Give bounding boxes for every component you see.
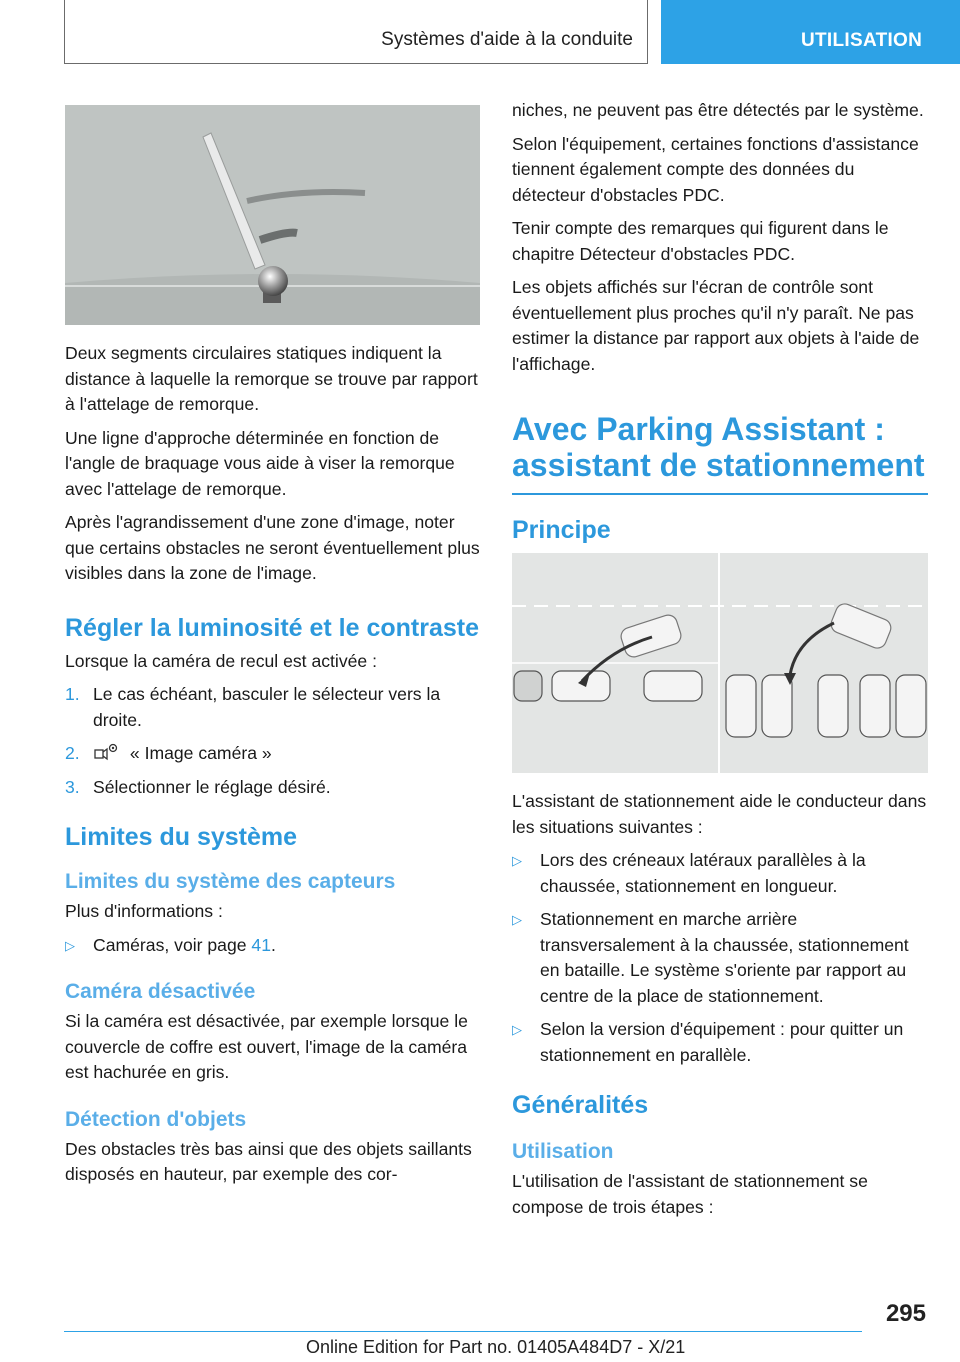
heading-parking-assistant: Avec Parking Assistant : assistant de stationnement — [512, 411, 925, 483]
paragraph: Si la caméra est désactivée, par exemple lorsque le couvercle de coffre est ouvert, l'image de la caméra est hachurée en gris. — [65, 1011, 468, 1082]
page-link-cameras[interactable]: 41 — [251, 934, 271, 955]
step-text: Sélectionner le réglage désiré. — [93, 776, 331, 797]
paragraph: Selon l'équipement, certaines fonctions d'assistance tiennent également compte des données du détecteur d'obstacles PDC. — [512, 133, 919, 205]
list-item — [512, 1017, 928, 1068]
heading-principle: Principe — [512, 516, 611, 544]
paragraph: Deux segments circulaires statiques indiquent la distance à laquelle la remorque se trouve par rapport à l'attelage de remorque. — [65, 343, 478, 414]
left-column — [65, 105, 480, 1196]
parking-situations-figure — [512, 553, 928, 773]
header-section-title: Systèmes d'aide à la conduite — [381, 29, 633, 50]
step-number: 2. — [65, 743, 80, 763]
trailer-coupling-camera-figure — [65, 105, 480, 325]
paragraph: Après l'agrandissement d'une zone d'image, noter que certains obstacles ne seront éventuellement plus visibles dans la zone de l'image. — [65, 512, 480, 583]
coupling-ball — [258, 266, 288, 296]
triangle-right-icon: ▷ — [512, 1022, 522, 1037]
paragraph: Lorsque la caméra de recul est activée : — [65, 650, 377, 671]
paragraph: Des obstacles très bas ainsi que des objets saillants disposés en hauteur, par exemple des cor- — [65, 1138, 472, 1184]
step-number: 1. — [65, 684, 80, 704]
running-header-section — [64, 0, 648, 64]
list-item — [65, 775, 480, 801]
list-item — [65, 933, 480, 959]
list-item — [512, 907, 928, 1009]
list-item — [65, 682, 480, 733]
bullet-text: Lors des créneaux latéraux parallèles à la chaussée, stationnement en longueur. — [540, 850, 866, 896]
paragraph: Tenir compte des remarques qui figurent dans le chapitre Détecteur d'obstacles PDC. — [512, 218, 889, 264]
heading-usage: Utilisation — [512, 1140, 614, 1163]
paragraph: Plus d'informations : — [65, 901, 223, 921]
step-text: « Image caméra » — [129, 743, 272, 763]
footer-divider — [64, 1331, 862, 1332]
bullet-text: Selon la version d'équipement : pour quitter un stationnement en parallèle. — [540, 1019, 904, 1065]
paragraph: niches, ne peuvent pas être détectés par le système. — [512, 100, 924, 120]
triangle-right-icon: ▷ — [512, 853, 522, 868]
paragraph: Les objets affichés sur l'écran de contrôle sont éventuellement plus proches qu'il n'y paraît. Ne pas estimer la distance par rapport aux objets à l'aide de l'affichage. — [512, 277, 920, 374]
step-number: 3. — [65, 776, 80, 797]
camera-settings-icon — [93, 742, 119, 762]
bullet-end: . — [271, 934, 276, 955]
step-text: Le cas échéant, basculer le sélecteur vers la droite. — [93, 684, 441, 730]
heading-general: Généralités — [512, 1091, 649, 1119]
paragraph: Une ligne d'approche déterminée en fonction de l'angle de braquage vous aide à viser la remorque avec l'attelage de remorque. — [65, 427, 455, 499]
right-column — [512, 98, 928, 1228]
list-item — [512, 848, 928, 899]
heading-camera-off: Caméra désactivée — [65, 980, 256, 1003]
triangle-right-icon: ▷ — [65, 937, 75, 953]
heading-brightness-contrast: Régler la luminosité et le contraste — [65, 613, 480, 642]
bullet-text: Stationnement en marche arrière transversalement à la chaussée, stationnement en bataille. Le système s'oriente par rapport au centre de la place de stationnement. — [540, 909, 909, 1006]
bullet-text: Caméras, voir page — [93, 934, 252, 955]
header-chapter-title: UTILISATION — [801, 30, 923, 51]
heading-system-limits: Limites du système — [65, 823, 298, 851]
heading-sensor-limits: Limites du système des capteurs — [65, 870, 396, 893]
edition-note: Online Edition for Part no. 01405A484D7 - X/21 — [306, 1337, 686, 1357]
heading-object-detection: Détection d'objets — [65, 1107, 247, 1131]
section-divider — [512, 493, 928, 495]
steps-list — [65, 682, 480, 800]
triangle-right-icon: ▷ — [512, 912, 522, 927]
info-list — [65, 933, 480, 959]
running-header-chapter — [661, 0, 960, 64]
paragraph: L'utilisation de l'assistant de stationnement se compose de trois étapes : — [512, 1171, 868, 1217]
page-number: 295 — [885, 1300, 926, 1327]
paragraph: L'assistant de stationnement aide le conducteur dans les situations suivantes : — [512, 791, 927, 837]
situations-list — [512, 848, 928, 1068]
list-item — [65, 741, 480, 767]
